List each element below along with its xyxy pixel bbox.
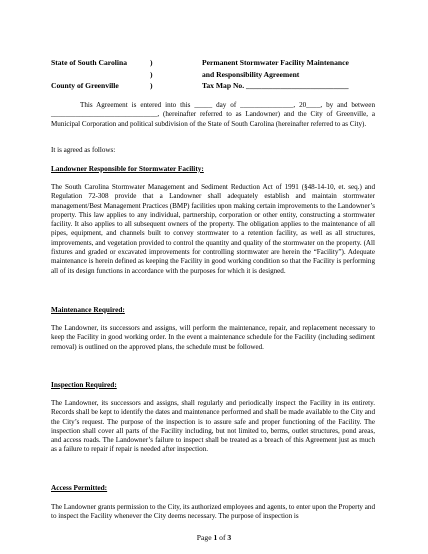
section-body-access: The Landowner grants permission to the City, its authorized employees and agents, to enter upon the Property and to inspect the Facility whenever the City deems necessary. The purpose of inspection is	[51, 503, 375, 521]
page-number	[0, 533, 428, 542]
page-prefix: Page	[196, 533, 214, 542]
agreement-title-line2: and Responsibility Agreement	[202, 70, 300, 79]
total-pages: 3	[227, 533, 232, 542]
agreement-title-line1: Permanent Stormwater Facility Maintenance	[202, 58, 349, 67]
current-page: 1	[213, 533, 218, 542]
agreed-statement: It is agreed as follows:	[51, 146, 116, 154]
header-paren: )	[150, 58, 153, 67]
page-of: of	[217, 533, 228, 542]
county-label: County of Greenville	[51, 81, 119, 90]
header-paren: )	[150, 81, 153, 90]
state-label: State of South Carolina	[51, 58, 128, 67]
section-heading-access: Access Permitted:	[51, 483, 108, 492]
section-heading-maintenance: Maintenance Required:	[51, 305, 125, 314]
section-body-landowner-responsible: The South Carolina Stormwater Management and Sediment Reduction Act of 1991 (§48-14-10, et. seq.) and Regulation 72-308 provide that a Landowner shall adequately establish and maintain stormwater management/Best Management Practices (BMP) facilities upon making certain improvements to the Landowner’s property. This law applies to any individual, partnership, corporation or other entity, constructing a stormwater facility. It also applies to all subsequent owners of the property. The obligation applies to the maintenance of all pipes, equipment, and channels built to convey stormwater to a retention facility, as well as all structures, improvements, and vegetation provided to control the quantity and quality of the stormwater on the property. (All fixtures and graded or excavated improvements for controlling stormwater are herein the “Facility”). Adequate maintenance is herein defined as keeping the Facility in good working condition so that the Facility is performing all of its design functions in accordance with the purposes for which it is designed.	[51, 183, 375, 275]
section-heading-inspection: Inspection Required:	[51, 380, 117, 389]
tax-map-number: Tax Map No. ___________________________	[202, 81, 349, 90]
section-body-inspection: The Landowner, its successors and assigns, shall regularly and periodically inspect the Facility in its entirety. Records shall be kept to identify the dates and maintenance performed and shall be made available to the City and the City’s request. The purpose of the inspection is to assure safe and proper functioning of the Facility. The inspection shall cover all parts of the Facility including, but not limited to, berms, outlet structures, pond areas, and access roads. The Landowner’s failure to inspect shall be treated as a breach of this Agreement just as much as a failure to repair if repair is needed after inspection.	[51, 399, 375, 454]
intro-paragraph: This Agreement is entered into this _____ day of _______________, 20____, by and between ______________________________, (hereinafter referred to as Landowner) and the City of Greenville, a Municipal Corporation and political subdivision of the State of South Carolina (hereinafter referred to as City).	[51, 101, 375, 128]
section-body-maintenance: The Landowner, its successors and assigns, will perform the maintenance, repair, and replacement necessary to keep the Facility in good working order. In the event a maintenance schedule for the Facility (including sediment removal) is outlined on the approved plans, the schedule must be followed.	[51, 324, 375, 351]
section-heading-landowner-responsible: Landowner Responsible for Stormwater Facility:	[51, 164, 204, 173]
header-paren: )	[150, 70, 153, 79]
